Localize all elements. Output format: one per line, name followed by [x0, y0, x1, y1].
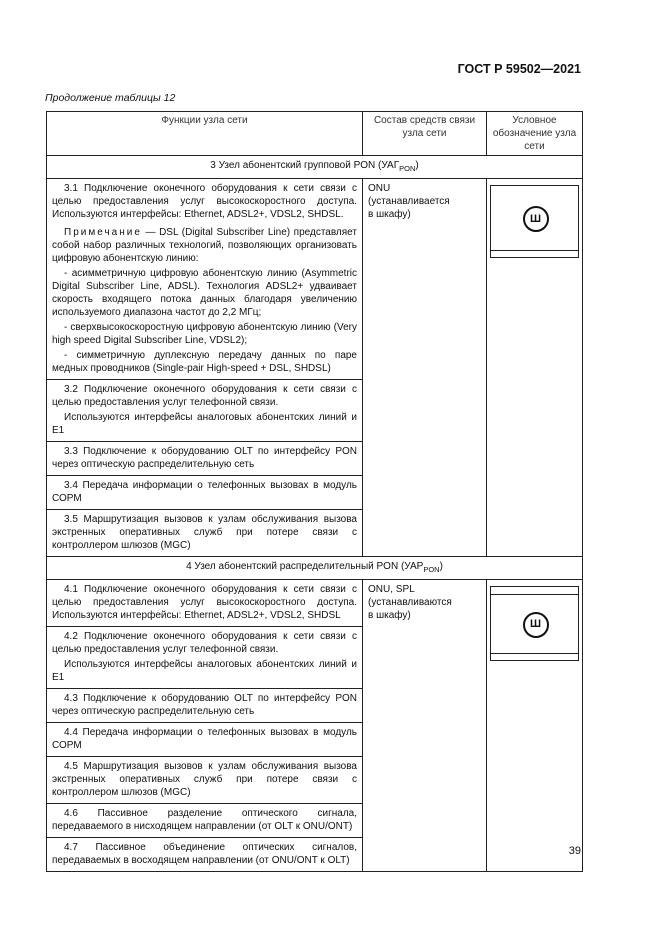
function-3-2: 3.2 Подключение оконечного оборудования к сети связи с целью предоставления услуг телефонной связи. Используются интерфейсы аналоговых абонентских линий и E1 [47, 379, 363, 441]
dsl-note: Примечание — DSL (Digital Subscriber Line) представляет собой набор различных технологий, позволяющих организовать цифровую абонентскую линию: [52, 226, 357, 264]
cabinet-symbol-icon: Ш [523, 206, 549, 232]
distribution-node-symbol [490, 586, 579, 661]
section-4-title: 4 Узел абонентский распределительный PON $(УАР_{PON})$ [47, 556, 583, 579]
page-number: 39 [568, 845, 581, 857]
function-4-7: 4.7 Пассивное объединение оптических сигналов, передаваемых в восходящем направлении (от ONU/ONT к OLT) [47, 837, 363, 871]
column-header-functions: Функции узла сети [47, 112, 363, 156]
section-4-title-row [47, 556, 583, 579]
column-header-components: Состав средств связи узла сети [363, 112, 487, 156]
section-3-components: ONU (устанавливается в шкафу) [363, 178, 487, 556]
function-3-4: 3.4 Передача информации о телефонных вызовах в модуль СОРМ [47, 475, 363, 509]
cabinet-node-symbol [490, 185, 579, 258]
function-4-1: 4.1 Подключение оконечного оборудования к сети связи с целью предоставления услуг высокоскоростного доступа. Используются интерфейсы: Ethernet, ADSL2+, VDSL2, SHDSL [47, 579, 363, 626]
function-4-3: 4.3 Подключение к оборудованию OLT по интерфейсу PON через оптическую распределительную сеть [47, 688, 363, 722]
table-header-row [47, 112, 583, 156]
function-3-3: 3.3 Подключение к оборудованию OLT по интерфейсу PON через оптическую распределительную сеть [47, 441, 363, 475]
function-4-4: 4.4 Передача информации о телефонных вызовах в модуль СОРМ [47, 722, 363, 756]
section-4-symbol [487, 579, 583, 871]
cabinet-symbol-icon: Ш [523, 612, 549, 638]
network-node-table [46, 111, 583, 872]
function-4-2: 4.2 Подключение оконечного оборудования к сети связи с целью предоставления услуг телефонной связи. Используются интерфейсы аналоговых абонентских линий и E1 [47, 626, 363, 688]
table-row [47, 178, 583, 379]
standard-code: ГОСТ Р 59502—2021 [457, 62, 581, 76]
function-3-5: 3.5 Маршрутизация вызовов к узлам обслуживания вызова экстренных оперативных служб при потере связи с контроллером шлюзов (MGC) [47, 509, 363, 556]
column-header-symbol: Условное обозначение узла сети [487, 112, 583, 156]
table-row [47, 579, 583, 626]
function-3-1: 3.1 Подключение оконечного оборудования к сети связи с целью предоставления услуг высокоскоростного доступа. Используются интерфейсы: Ethernet, ADSL2+, VDSL2, SHDSL. Примечание — DSL (Digital Subscriber Line) представляет собой набор различных технологий, позволяющих организовать цифровую абонентскую линию: - асимметричную цифровую абонентскую линию (Asymmetric Digital Subscriber Line, ADSL). Технология ADSL2+ удваивает скорость входящего потока данных благодаря увеличению используемого диапазона частот до 2,2 МГц; - сверхвысокоскоростную цифровую абонентскую линию (Very high speed Digital Subscriber Line, VDSL2); - симметричную дуплексную передачу данных по паре медных проводников (Single-pair High-speed + DSL, SHDSL) [47, 178, 363, 379]
function-4-5: 4.5 Маршрутизация вызовов к узлам обслуживания вызова экстренных оперативных служб при потере связи с контроллером шлюзов (MGC) [47, 756, 363, 803]
section-3-symbol [487, 178, 583, 556]
section-3-title-row [47, 156, 583, 179]
section-4-components: ONU, SPL (устанавливаются в шкафу) [363, 579, 487, 871]
table-caption: Продолжение таблицы 12 [45, 92, 176, 104]
function-4-6: 4.6 Пассивное разделение оптического сигнала, передаваемого в нисходящем направлении (от OLT к ONU/ONT) [47, 803, 363, 837]
section-3-title: 3 Узел абонентский групповой PON $(УАГ_{PON})$ [47, 156, 583, 179]
